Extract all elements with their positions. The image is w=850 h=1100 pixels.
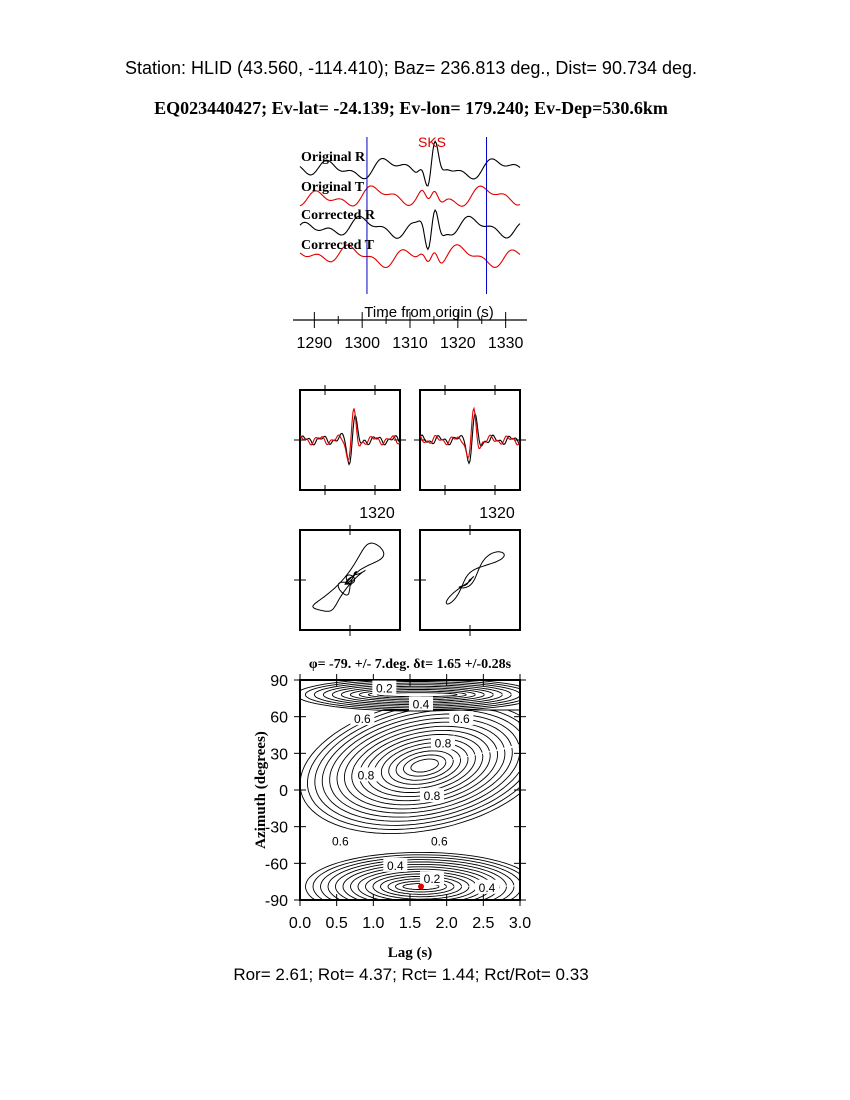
lag-tick-label: 2.0: [435, 915, 458, 932]
time-tick-label: 1320: [440, 335, 476, 352]
time-tick-label: 1330: [487, 335, 524, 352]
windowed-waveform-traces: [294, 385, 526, 495]
trace-label-original-r: Original R: [301, 150, 366, 165]
lag-tick-label: 2.5: [472, 915, 495, 932]
azimuth-tick-label: 30: [270, 746, 288, 764]
contour-line: [300, 710, 520, 834]
lag-tick-label: 1.5: [398, 915, 422, 932]
azimuth-tick-label: 90: [270, 673, 288, 690]
contour-line: [389, 747, 461, 785]
azimuth-tick-label: -90: [264, 893, 288, 910]
lag-tick-label: 0.0: [288, 915, 312, 932]
energy-contour-panel: [253, 657, 531, 961]
waveform-tick-right: 1320: [479, 505, 515, 522]
contour-value-labels: [328, 681, 499, 895]
time-tick-label: 1310: [392, 335, 428, 352]
time-tick-label: 1300: [344, 335, 380, 352]
lag-axis-label: Lag (s): [387, 945, 433, 961]
seismogram-panel: [293, 134, 527, 352]
contour-line: [404, 755, 446, 776]
azimuth-tick-label: -30: [264, 819, 288, 837]
contour-label: 0.6: [353, 712, 371, 727]
contour-label: 0.8: [357, 768, 375, 783]
best-fit-marker: [418, 884, 424, 890]
contour-line: [322, 710, 520, 821]
azimuth-tick-label: 60: [270, 709, 288, 727]
windowed-waveform-panel: [294, 385, 526, 522]
time-axis-label: Time from origin (s): [364, 304, 494, 321]
time-tick-label: 1290: [296, 335, 333, 352]
phase-label: SKS: [417, 134, 447, 150]
contour-label: 0.8: [434, 736, 452, 751]
lag-tick-label: 1.0: [362, 915, 385, 932]
contour-line: [308, 710, 521, 830]
contour-label: 0.4: [386, 858, 404, 873]
contour-line: [374, 736, 475, 793]
azimuth-tick-label: -60: [264, 856, 288, 874]
contour-label: 0.6: [452, 712, 470, 727]
waveform-tick-left: 1320: [359, 505, 395, 522]
trace-label-original-t: Original T: [301, 180, 365, 195]
contour-title: φ= -79. +/- 7.deg. δt= 1.65 +/-0.28s: [308, 657, 512, 672]
particle-path: [313, 543, 384, 611]
contour-label: 0.4: [412, 697, 430, 712]
event-info-title: EQ023440427; Ev-lat= -24.139; Ev-lon= 179.240; Ev-Dep=530.6km: [154, 98, 668, 118]
particle-path: [446, 552, 504, 604]
contour-label: 0.6: [430, 834, 448, 849]
station-info-title: Station: HLID (43.560, -114.410); Baz= 236.813 deg., Dist= 90.734 deg.: [124, 58, 698, 78]
waveform-line: [300, 408, 400, 460]
lag-tick-label: 0.5: [325, 915, 348, 932]
particle-box-left: [300, 530, 400, 630]
azimuth-tick-label: 0: [279, 783, 288, 800]
particle-motion-panel: [294, 525, 520, 636]
trace-label-corrected-r: Corrected R: [301, 208, 375, 223]
contour-label: 0.2: [375, 681, 393, 696]
waveform-line: [420, 408, 520, 458]
contour-line: [411, 759, 439, 772]
contour-label: 0.4: [478, 880, 496, 895]
azimuth-axis-label: Azimuth (degrees): [253, 731, 269, 849]
trace-label-corrected-t: Corrected T: [301, 238, 374, 253]
contour-label: 0.8: [423, 789, 441, 804]
contour-lines: [300, 680, 520, 900]
contour-label: 0.6: [331, 834, 349, 849]
contour-label: 0.2: [423, 872, 441, 887]
lag-tick-label: 3.0: [508, 915, 532, 932]
ratio-summary: Ror= 2.61; Rot= 4.37; Rct= 1.44; Rct/Rot= 0.33: [233, 965, 589, 984]
